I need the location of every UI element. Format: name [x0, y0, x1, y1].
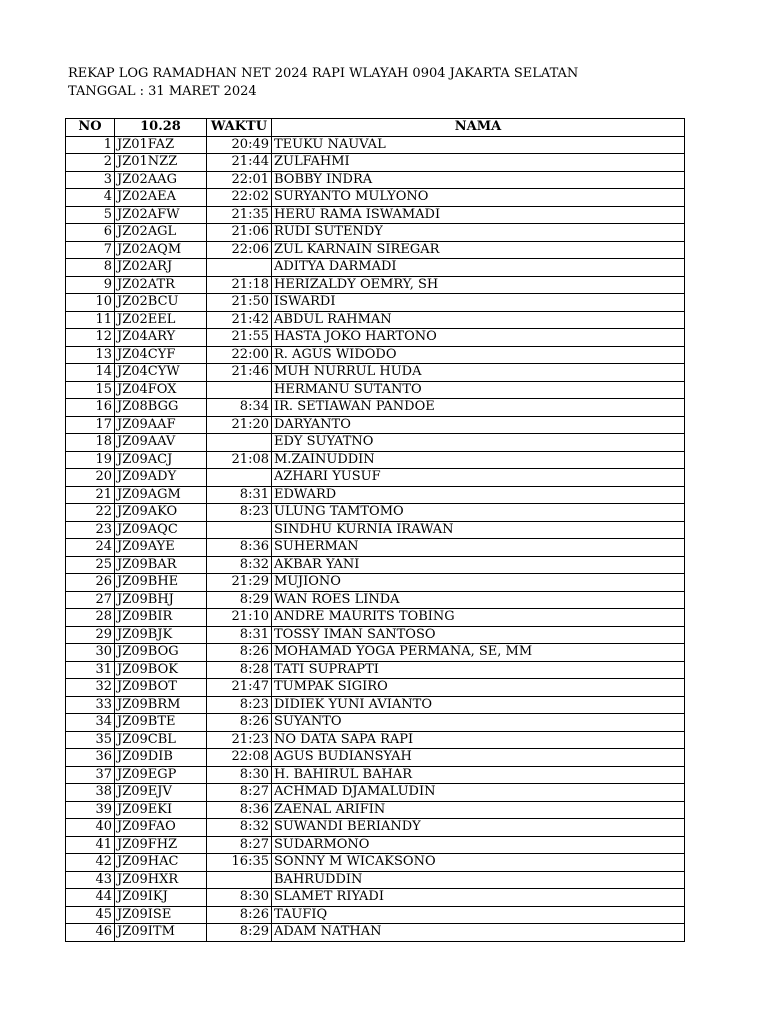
table-row [66, 766, 685, 784]
row-callsign: JZ04FOX [115, 381, 207, 399]
row-name: ZAENAL ARIFIN [272, 801, 685, 819]
row-name: M.ZAINUDDIN [272, 451, 685, 469]
document-title: REKAP LOG RAMADHAN NET 2024 RAPI WLAYAH 0904 JAKARTA SELATAN [68, 66, 579, 81]
row-time: 8:34 [207, 399, 272, 417]
column-header-name: NAMA [272, 119, 685, 137]
row-name: DARYANTO [272, 416, 685, 434]
table-row [66, 889, 685, 907]
row-callsign: JZ02ATR [115, 276, 207, 294]
table-row [66, 819, 685, 837]
row-time: 8:26 [207, 906, 272, 924]
row-callsign: JZ09ISE [115, 906, 207, 924]
row-time: 8:36 [207, 801, 272, 819]
table-row [66, 591, 685, 609]
row-name: TATI SUPRAPTI [272, 661, 685, 679]
row-name: ANDRE MAURITS TOBING [272, 609, 685, 627]
row-number: 22 [66, 504, 115, 522]
table-row [66, 574, 685, 592]
row-name: WAN ROES LINDA [272, 591, 685, 609]
row-number: 34 [66, 714, 115, 732]
row-callsign: JZ09EKI [115, 801, 207, 819]
row-name: ADAM NATHAN [272, 924, 685, 942]
row-number: 3 [66, 171, 115, 189]
row-name: SLAMET RIYADI [272, 889, 685, 907]
row-name: SUHERMAN [272, 539, 685, 557]
row-time [207, 434, 272, 452]
row-callsign: JZ09BRM [115, 696, 207, 714]
row-time: 8:32 [207, 819, 272, 837]
table-row [66, 644, 685, 662]
table-row [66, 854, 685, 872]
row-number: 24 [66, 539, 115, 557]
table-row [66, 924, 685, 942]
row-number: 39 [66, 801, 115, 819]
row-time: 8:28 [207, 661, 272, 679]
row-time: 21:29 [207, 574, 272, 592]
row-time: 21:50 [207, 294, 272, 312]
row-name: ISWARDI [272, 294, 685, 312]
row-callsign: JZ09ACJ [115, 451, 207, 469]
row-name: H. BAHIRUL BAHAR [272, 766, 685, 784]
table-row [66, 486, 685, 504]
row-number: 15 [66, 381, 115, 399]
row-time: 8:36 [207, 539, 272, 557]
row-callsign: JZ09FAO [115, 819, 207, 837]
row-callsign: JZ09AAV [115, 434, 207, 452]
row-time: 8:32 [207, 556, 272, 574]
row-number: 43 [66, 871, 115, 889]
row-time: 20:49 [207, 136, 272, 154]
row-name: BOBBY INDRA [272, 171, 685, 189]
table-row [66, 749, 685, 767]
row-name: SONNY M WICAKSONO [272, 854, 685, 872]
table-row [66, 469, 685, 487]
row-callsign: JZ09DIB [115, 749, 207, 767]
table-row [66, 276, 685, 294]
row-number: 38 [66, 784, 115, 802]
table-row [66, 399, 685, 417]
table-row [66, 259, 685, 277]
row-callsign: JZ04ARY [115, 329, 207, 347]
row-name: AGUS BUDIANSYAH [272, 749, 685, 767]
row-callsign: JZ09AYE [115, 539, 207, 557]
row-callsign: JZ09BOG [115, 644, 207, 662]
row-name: SURYANTO MULYONO [272, 189, 685, 207]
row-callsign: JZ04CYF [115, 346, 207, 364]
row-number: 20 [66, 469, 115, 487]
row-name: ACHMAD DJAMALUDIN [272, 784, 685, 802]
column-header-time: WAKTU [207, 119, 272, 137]
row-number: 42 [66, 854, 115, 872]
row-time: 8:27 [207, 836, 272, 854]
row-number: 1 [66, 136, 115, 154]
row-time [207, 259, 272, 277]
row-name: MOHAMAD YOGA PERMANA, SE, MM [272, 644, 685, 662]
table-row [66, 504, 685, 522]
row-callsign: JZ09BOK [115, 661, 207, 679]
row-name: HERU RAMA ISWAMADI [272, 206, 685, 224]
row-time: 8:31 [207, 486, 272, 504]
table-row [66, 679, 685, 697]
row-callsign: JZ02AEA [115, 189, 207, 207]
row-time: 21:20 [207, 416, 272, 434]
table-row [66, 696, 685, 714]
row-time: 22:02 [207, 189, 272, 207]
log-table [65, 118, 685, 942]
row-number: 5 [66, 206, 115, 224]
row-number: 17 [66, 416, 115, 434]
row-time: 22:08 [207, 749, 272, 767]
row-number: 11 [66, 311, 115, 329]
row-time: 8:29 [207, 591, 272, 609]
table-row [66, 346, 685, 364]
row-time [207, 521, 272, 539]
table-row [66, 784, 685, 802]
row-time: 21:23 [207, 731, 272, 749]
row-number: 13 [66, 346, 115, 364]
table-row [66, 224, 685, 242]
row-name: ADITYA DARMADI [272, 259, 685, 277]
table-row [66, 906, 685, 924]
row-callsign: JZ01NZZ [115, 154, 207, 172]
row-time: 21:46 [207, 364, 272, 382]
row-callsign: JZ09ADY [115, 469, 207, 487]
row-number: 45 [66, 906, 115, 924]
table-row [66, 871, 685, 889]
row-number: 2 [66, 154, 115, 172]
row-time: 16:35 [207, 854, 272, 872]
row-name: SUYANTO [272, 714, 685, 732]
row-callsign: JZ09FHZ [115, 836, 207, 854]
row-time [207, 871, 272, 889]
row-number: 12 [66, 329, 115, 347]
row-callsign: JZ09BTE [115, 714, 207, 732]
row-time: 8:23 [207, 696, 272, 714]
row-time: 8:30 [207, 889, 272, 907]
row-callsign: JZ04CYW [115, 364, 207, 382]
row-time [207, 469, 272, 487]
row-name: MUH NURRUL HUDA [272, 364, 685, 382]
row-callsign: JZ09HXR [115, 871, 207, 889]
row-number: 10 [66, 294, 115, 312]
document-date: TANGGAL : 31 MARET 2024 [68, 84, 257, 99]
row-time: 8:26 [207, 644, 272, 662]
table-row [66, 171, 685, 189]
row-name: HERIZALDY OEMRY, SH [272, 276, 685, 294]
row-name: ABDUL RAHMAN [272, 311, 685, 329]
row-name: BAHRUDDIN [272, 871, 685, 889]
row-name: TUMPAK SIGIRO [272, 679, 685, 697]
row-number: 26 [66, 574, 115, 592]
row-number: 35 [66, 731, 115, 749]
row-time: 8:30 [207, 766, 272, 784]
row-number: 7 [66, 241, 115, 259]
row-time: 8:27 [207, 784, 272, 802]
row-time [207, 381, 272, 399]
row-name: R. AGUS WIDODO [272, 346, 685, 364]
table-row [66, 154, 685, 172]
table-header-row [66, 119, 685, 137]
row-number: 36 [66, 749, 115, 767]
row-name: AKBAR YANI [272, 556, 685, 574]
row-number: 9 [66, 276, 115, 294]
table-row [66, 416, 685, 434]
row-time: 21:55 [207, 329, 272, 347]
row-name: TOSSY IMAN SANTOSO [272, 626, 685, 644]
row-callsign: JZ09CBL [115, 731, 207, 749]
row-number: 6 [66, 224, 115, 242]
row-callsign: JZ09EJV [115, 784, 207, 802]
row-callsign: JZ02EEL [115, 311, 207, 329]
row-callsign: JZ02BCU [115, 294, 207, 312]
table-row [66, 329, 685, 347]
row-number: 30 [66, 644, 115, 662]
row-time: 21:35 [207, 206, 272, 224]
table-row [66, 714, 685, 732]
row-number: 46 [66, 924, 115, 942]
row-time: 21:42 [207, 311, 272, 329]
row-number: 19 [66, 451, 115, 469]
row-time: 8:31 [207, 626, 272, 644]
row-time: 22:01 [207, 171, 272, 189]
row-name: IR. SETIAWAN PANDOE [272, 399, 685, 417]
row-callsign: JZ09BHE [115, 574, 207, 592]
row-callsign: JZ09EGP [115, 766, 207, 784]
table-row [66, 381, 685, 399]
table-row [66, 626, 685, 644]
row-name: SUWANDI BERIANDY [272, 819, 685, 837]
document-header [68, 65, 578, 101]
table-row [66, 609, 685, 627]
row-time: 21:44 [207, 154, 272, 172]
row-number: 14 [66, 364, 115, 382]
row-name: ZUL KARNAIN SIREGAR [272, 241, 685, 259]
row-number: 4 [66, 189, 115, 207]
row-name: EDY SUYATNO [272, 434, 685, 452]
row-number: 29 [66, 626, 115, 644]
row-callsign: JZ01FAZ [115, 136, 207, 154]
row-number: 28 [66, 609, 115, 627]
row-callsign: JZ09BAR [115, 556, 207, 574]
row-callsign: JZ09AGM [115, 486, 207, 504]
row-number: 16 [66, 399, 115, 417]
table-row [66, 451, 685, 469]
table-row [66, 731, 685, 749]
table-row [66, 136, 685, 154]
row-callsign: JZ08BGG [115, 399, 207, 417]
row-name: MUJIONO [272, 574, 685, 592]
row-callsign: JZ09BJK [115, 626, 207, 644]
row-name: SINDHU KURNIA IRAWAN [272, 521, 685, 539]
row-number: 18 [66, 434, 115, 452]
table-row [66, 311, 685, 329]
row-callsign: JZ09AQC [115, 521, 207, 539]
column-header-callsign: 10.28 [115, 119, 207, 137]
row-time: 21:08 [207, 451, 272, 469]
row-name: TAUFIQ [272, 906, 685, 924]
row-number: 40 [66, 819, 115, 837]
row-callsign: JZ09BOT [115, 679, 207, 697]
row-callsign: JZ09BIR [115, 609, 207, 627]
row-number: 25 [66, 556, 115, 574]
row-time: 21:10 [207, 609, 272, 627]
row-name: HERMANU SUTANTO [272, 381, 685, 399]
row-time: 22:06 [207, 241, 272, 259]
table-row [66, 189, 685, 207]
row-name: DIDIEK YUNI AVIANTO [272, 696, 685, 714]
row-time: 8:23 [207, 504, 272, 522]
row-number: 41 [66, 836, 115, 854]
row-name: TEUKU NAUVAL [272, 136, 685, 154]
row-number: 32 [66, 679, 115, 697]
row-time: 22:00 [207, 346, 272, 364]
row-number: 21 [66, 486, 115, 504]
row-callsign: JZ09AAF [115, 416, 207, 434]
row-callsign: JZ02AGL [115, 224, 207, 242]
row-time: 8:26 [207, 714, 272, 732]
row-callsign: JZ02ARJ [115, 259, 207, 277]
table-row [66, 364, 685, 382]
row-time: 8:29 [207, 924, 272, 942]
row-time: 21:06 [207, 224, 272, 242]
row-time: 21:47 [207, 679, 272, 697]
table-row [66, 294, 685, 312]
table-row [66, 801, 685, 819]
row-callsign: JZ09ITM [115, 924, 207, 942]
row-number: 37 [66, 766, 115, 784]
row-name: RUDI SUTENDY [272, 224, 685, 242]
row-name: EDWARD [272, 486, 685, 504]
row-name: AZHARI YUSUF [272, 469, 685, 487]
table-row [66, 836, 685, 854]
row-callsign: JZ02AFW [115, 206, 207, 224]
row-callsign: JZ09BHJ [115, 591, 207, 609]
row-number: 8 [66, 259, 115, 277]
row-callsign: JZ09IKJ [115, 889, 207, 907]
row-name: HASTA JOKO HARTONO [272, 329, 685, 347]
row-number: 44 [66, 889, 115, 907]
row-number: 31 [66, 661, 115, 679]
row-number: 27 [66, 591, 115, 609]
table-row [66, 539, 685, 557]
row-name: ZULFAHMI [272, 154, 685, 172]
table-row [66, 241, 685, 259]
row-name: NO DATA SAPA RAPI [272, 731, 685, 749]
row-time: 21:18 [207, 276, 272, 294]
table-body [66, 136, 685, 941]
table-row [66, 434, 685, 452]
row-name: ULUNG TAMTOMO [272, 504, 685, 522]
table-row [66, 521, 685, 539]
row-name: SUDARMONO [272, 836, 685, 854]
table-row [66, 556, 685, 574]
column-header-no: NO [66, 119, 115, 137]
row-callsign: JZ09AKO [115, 504, 207, 522]
row-number: 23 [66, 521, 115, 539]
row-callsign: JZ02AAG [115, 171, 207, 189]
row-number: 33 [66, 696, 115, 714]
row-callsign: JZ02AQM [115, 241, 207, 259]
row-callsign: JZ09HAC [115, 854, 207, 872]
table-row [66, 206, 685, 224]
table-row [66, 661, 685, 679]
